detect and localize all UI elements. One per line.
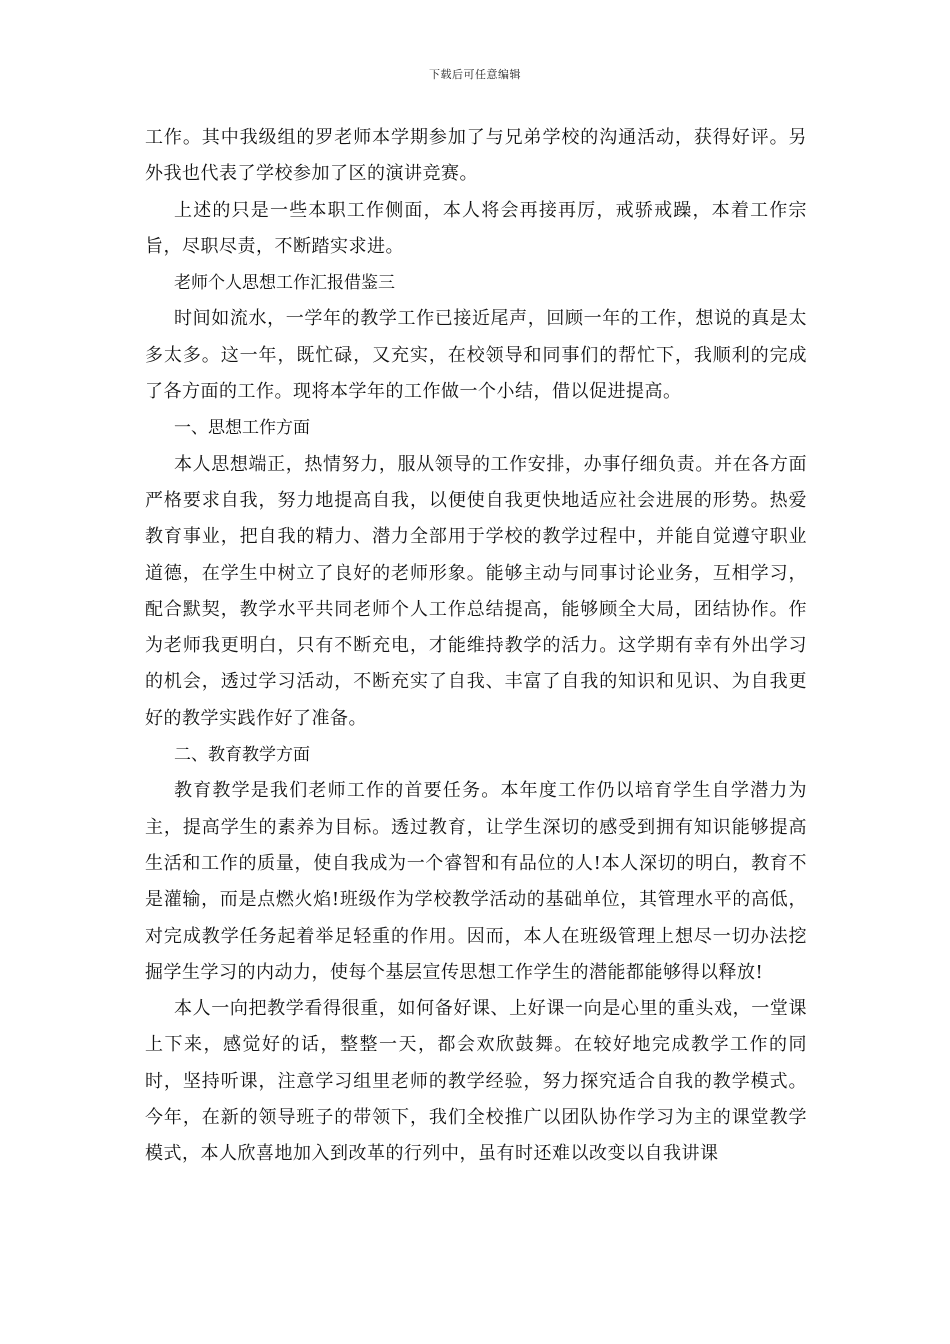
paragraph-lessons: 本人一向把教学看得很重，如何备好课、上好课一向是心里的重头戏，一堂课上下来，感觉好的话，整整一天，都会欢欣鼓舞。在较好地完成教学工作的同时，坚持听课，注意学习组里老师的教学经验，努力探究适合自我的教学模式。今年，在新的领导班子的带领下，我们全校推广以团队协作学习为主的课堂教学模式，本人欣喜地加入到改革的行列中，虽有时还难以改变以自我讲课 [145,998,807,1165]
section-heading-thought: 一、思想工作方面 [174,418,310,439]
paragraph-thought: 本人思想端正，热情努力，服从领导的工作安排，办事仔细负责。并在各方面严格要求自我，努力地提高自我，以便使自我更快地适应社会进展的形势。热爱教育事业，把自我的精力、潜力全部用于学校的教学过程中，并能自觉遵守职业道德，在学生中树立了良好的老师形象。能够主动与同事讨论业务，互相学习，配合默契，教学水平共同老师个人工作总结提高，能够顾全大局，团结协作。作为老师我更明白，只有不断充电，才能维持教学的活力。这学期有幸有外出学习的机会，透过学习活动，不断充实了自我、丰富了自我的知识和见识、为自我更好的教学实践作好了准备。 [145,453,807,729]
document-title: 老师个人思想工作汇报借鉴三 [174,273,395,294]
document-body [145,120,807,1173]
paragraph-continuation: 工作。其中我级组的罗老师本学期参加了与兄弟学校的沟通活动，获得好评。另外我也代表了学校参加了区的演讲竞赛。 [145,127,807,185]
page-header-note: 下载后可任意编辑 [429,68,521,81]
paragraph-intro: 时间如流水，一学年的教学工作已接近尾声，回顾一年的工作，想说的真是太多太多。这一年，既忙碌，又充实，在校领导和同事们的帮忙下，我顺利的完成了各方面的工作。现将本学年的工作做一个小结，借以促进提高。 [145,308,807,403]
paragraph-summary: 上述的只是一些本职工作侧面，本人将会再接再厉，戒骄戒躁，本着工作宗旨，尽职尽责，不断踏实求进。 [145,199,807,257]
section-heading-teaching: 二、教育教学方面 [174,745,310,766]
paragraph-teaching: 教育教学是我们老师工作的首要任务。本年度工作仍以培育学生自学潜力为主，提高学生的素养为目标。透过教育，让学生深切的感受到拥有知识能够提高生活和工作的质量，使自我成为一个睿智和有品位的人!本人深切的明白，教育不是灌输，而是点燃火焰!班级作为学校教学活动的基础单位，其管理水平的高低，对完成教学任务起着举足轻重的作用。因而，本人在班级管理上想尽一切办法挖掘学生学习的内动力，使每个基层宣传思想工作学生的潜能都能够得以释放! [145,780,807,983]
